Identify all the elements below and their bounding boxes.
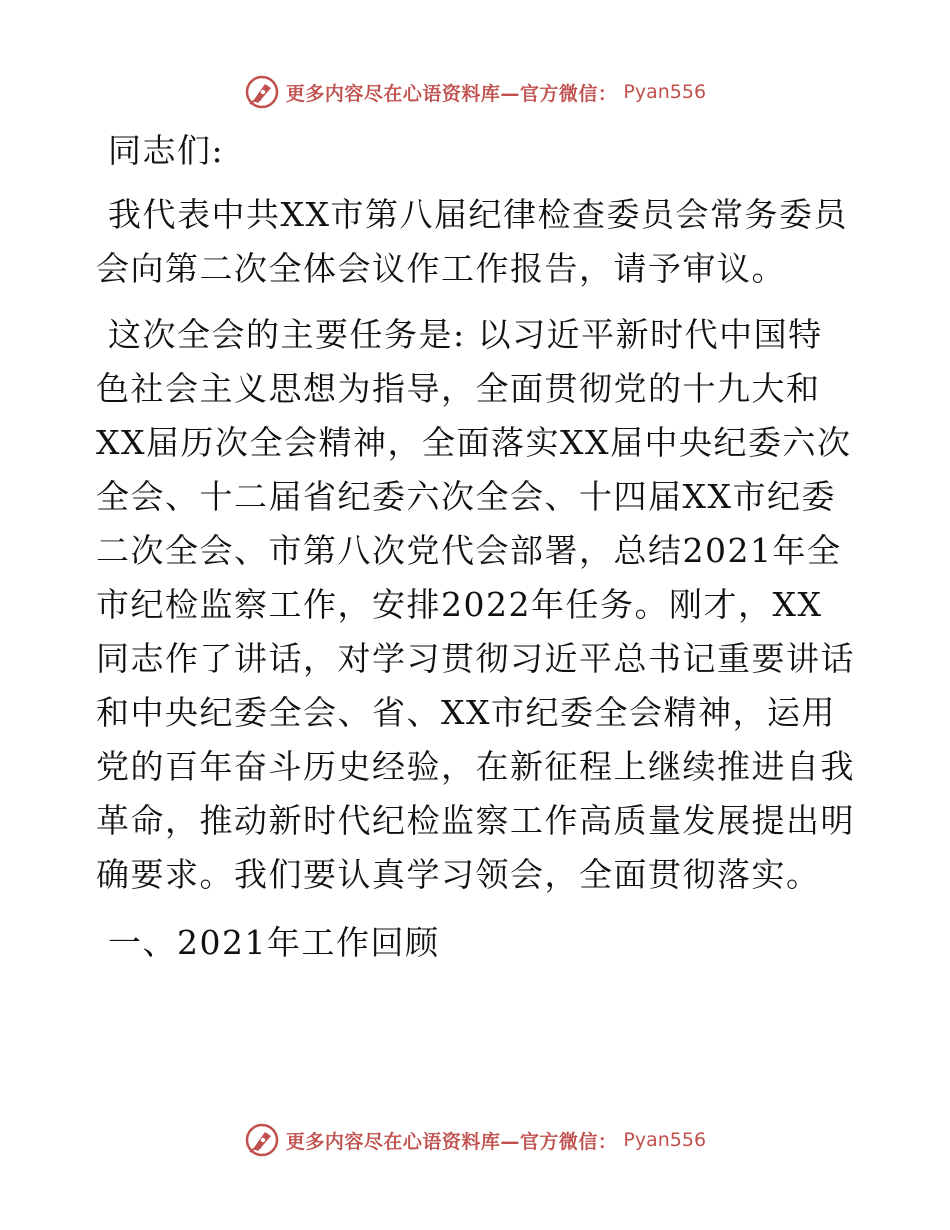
watermark-text: 更多内容尽在心语资料库—官方微信： <box>285 82 618 105</box>
pen-nib-logo-icon <box>244 1122 280 1158</box>
document-body <box>96 120 856 970</box>
section-heading: 一、2021年工作回顾 <box>108 923 440 962</box>
watermark-brand: Pyan556 <box>623 1129 707 1151</box>
paragraph-tasks: 这次全会的主要任务是: 以习近平新时代中国特色社会主义思想为指导，全面贯彻党的十九大和XX届历次全会精神，全面落实XX届中央纪委六次全会、十二届省纪委六次全会、十四届XX市纪委二次全会、市第八次党代会部署，总结2021年全市纪检监察工作，安排2022年任务。刚才，XX同志作了讲话，对学习贯彻习近平总书记重要讲话和中央纪委全会、省、XX市纪委全会精神，运用党的百年奋斗历史经验，在新征程上继续推进自我革命，推动新时代纪检监察工作高质量发展提出明确要求。我们要认真学习领会，全面贯彻落实。 <box>96 315 855 894</box>
salutation: 同志们: <box>108 131 225 170</box>
footer-watermark <box>0 1120 950 1160</box>
watermark-brand: Pyan556 <box>623 81 707 103</box>
header-watermark <box>0 72 950 112</box>
watermark-text: 更多内容尽在心语资料库—官方微信： <box>285 1130 618 1153</box>
paragraph-intro: 我代表中共XX市第八届纪律检查委员会常务委员会向第二次全体会议作工作报告，请予审议。 <box>96 195 848 288</box>
pen-nib-logo-icon <box>244 74 280 110</box>
